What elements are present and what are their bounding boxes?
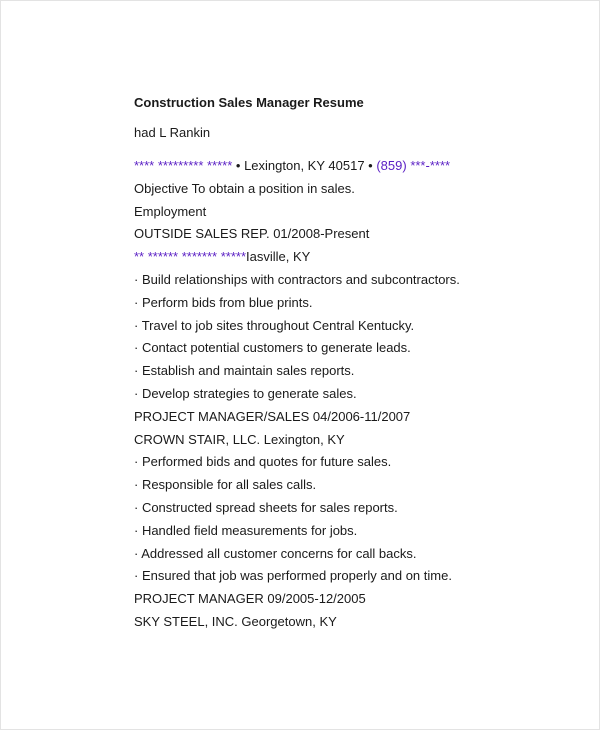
- job-company-line: CROWN STAIR, LLC. Lexington, KY: [134, 431, 345, 447]
- objective-line: Objective To obtain a position in sales.: [134, 180, 355, 196]
- address-mask: **** ********* *****: [134, 158, 233, 173]
- job-bullet: · Develop strategies to generate sales.: [134, 385, 357, 401]
- job-bullet: · Build relationships with contractors and subcontractors.: [134, 271, 460, 287]
- phone-area-code: (859): [376, 158, 407, 173]
- contact-city: Lexington, KY 40517: [244, 158, 365, 173]
- job-bullet: · Responsible for all sales calls.: [134, 477, 317, 493]
- job-title-line: OUTSIDE SALES REP. 01/2008-Present: [134, 226, 370, 242]
- document-title: Construction Sales Manager Resume: [134, 95, 364, 110]
- job-bullet: · Constructed spread sheets for sales reports.: [134, 499, 398, 515]
- resume-content: [134, 95, 574, 637]
- phone-mask: ***-****: [406, 158, 451, 173]
- job-bullet: · Ensured that job was performed properly and on time.: [134, 568, 452, 584]
- job-bullet: · Establish and maintain sales reports.: [134, 363, 355, 379]
- company-location: Iasville, KY: [246, 249, 311, 265]
- job-bullet: · Addressed all customer concerns for call backs.: [134, 545, 417, 561]
- candidate-name: had L Rankin: [134, 125, 211, 140]
- company-mask: ** ****** ******* *****: [134, 249, 247, 265]
- job-title-line: PROJECT MANAGER 09/2005-12/2005: [134, 591, 366, 607]
- job-bullet: · Contact potential customers to generate leads.: [134, 340, 411, 356]
- contact-separator: •: [232, 158, 245, 173]
- job-title-line: PROJECT MANAGER/SALES 04/2006-11/2007: [134, 408, 411, 424]
- contact-line: [134, 158, 574, 181]
- job-bullet: · Performed bids and quotes for future sales.: [134, 454, 392, 470]
- contact-separator: •: [364, 158, 377, 173]
- job-company-line: [134, 249, 574, 272]
- job-bullet: · Travel to job sites throughout Central Kentucky.: [134, 317, 415, 333]
- job-bullet: · Handled field measurements for jobs.: [134, 522, 358, 538]
- employment-heading: Employment: [134, 203, 207, 219]
- job-bullet: · Perform bids from blue prints.: [134, 294, 313, 310]
- job-company-line: SKY STEEL, INC. Georgetown, KY: [134, 613, 337, 629]
